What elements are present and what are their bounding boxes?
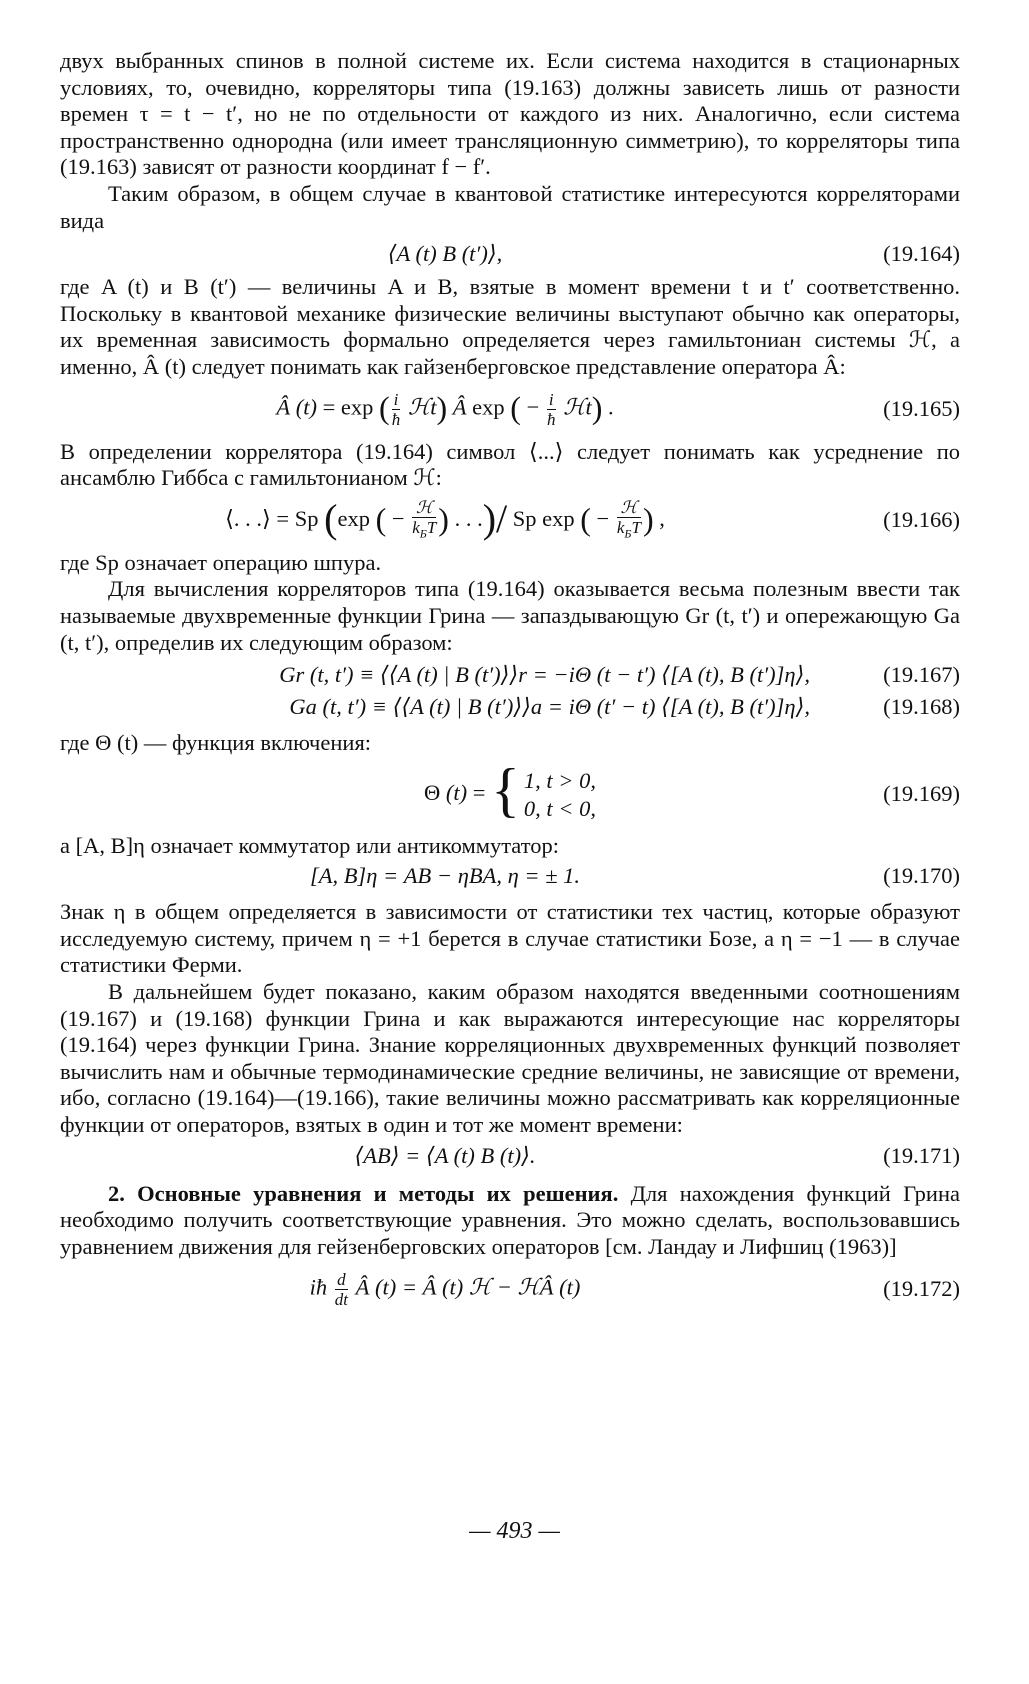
equation-19-166	[60, 492, 960, 550]
equation-number: (19.167)	[883, 662, 960, 688]
equation-body: iħ $\frac{d}{dt}$ Â (t) = Â (t) ℋ − ℋÂ (t)	[309, 1269, 581, 1309]
equation-number: (19.168)	[883, 694, 960, 720]
equation-19-170	[60, 859, 960, 893]
paragraph: Для вычисления корреляторов типа (19.164) оказывается весьма полезным ввести так называемые двухвременные функции Грина — запаздывающую Gr (t, t′) и опережающую Ga (t, t′), определив их следующим образом:	[60, 576, 960, 655]
paragraph-text: Для нахождения функций Грина необходимо получить соответствующие уравнения. Это можно сделать, воспользовавшись уравнением движения для гейзенберговских операторов [см. Ландау и Лифшиц (1963)]	[60, 1180, 960, 1259]
equation-19-165	[60, 381, 960, 439]
page-content	[60, 48, 960, 1318]
equation-19-167	[60, 662, 960, 694]
case-line: 1, t > 0,	[523, 767, 596, 793]
paragraph: где A (t) и B (t′) — величины A и B, взятые в момент времени t и t′ соответственно. Поскольку в квантовой механике физические величины выступают обычно как операторы, их временная зависимость формально определяется через гамильтониан системы ℋ, а именно, Â (t) следует понимать как гайзенберговское представление оператора Â:	[60, 274, 960, 379]
equation-number: (19.172)	[883, 1276, 960, 1302]
equation-19-169	[60, 757, 960, 833]
equation-number: (19.165)	[883, 396, 960, 422]
page-number: — 493 —	[469, 1518, 560, 1544]
equation-number: (19.171)	[883, 1143, 960, 1169]
paragraph	[60, 1181, 960, 1261]
equation-body: Â (t) = exp ( $\frac{i}{ħ}$ ℋt) Â exp ( − $\frac{i}{ħ}$ ℋt) .	[276, 389, 614, 430]
paragraph: Таким образом, в общем случае в квантовой статистике интересуются корреляторами вида	[60, 180, 960, 233]
section-title: 2. Основные уравнения и методы их решения.	[108, 1180, 619, 1206]
paragraph: где Θ (t) — функция включения:	[60, 730, 372, 756]
equation-19-168	[60, 694, 960, 726]
equation-number: (19.166)	[883, 507, 960, 533]
paragraph: Знак η в общем определяется в зависимости от статистики тех частиц, которые образуют исследуемую систему, причем η = +1 берется в случае статистики Бозе, а η = −1 — в случае статистики Ферми.	[60, 899, 960, 978]
paragraph: где Sp означает операцию шпура.	[60, 549, 382, 575]
equation-body: [A, B]η = AB − ηBA, η = ± 1.	[309, 862, 581, 888]
equation-body: Θ (t) = { 1, t > 0, 0, t < 0,	[424, 756, 596, 823]
paragraph: В определении коррелятора (19.164) символ ⟨...⟩ следует понимать как усреднение по ансамблю Гиббса с гамильтонианом ℋ:	[60, 438, 960, 491]
equation-body: ⟨A (t) B (t′)⟩,	[387, 240, 503, 266]
equation-19-172	[60, 1260, 960, 1318]
equation-19-164	[60, 234, 960, 274]
case-line: 0, t < 0,	[523, 795, 596, 821]
equation-body: Gr (t, t′) ≡ ⟨⟨A (t) | B (t′)⟩⟩r = −iΘ (t − t′) ⟨[A (t), B (t′)]η⟩,	[279, 662, 810, 688]
equation-body: Ga (t, t′) ≡ ⟨⟨A (t) | B (t′)⟩⟩a = iΘ (t′ − t) ⟨[A (t), B (t′)]η⟩,	[289, 694, 810, 720]
paragraph: В дальнейшем будет показано, каким образом находятся введенными соотношениям (19.167) и (19.168) функции Грина и как выражаются интересующие нас корреляторы (19.164) через функции Грина. Знание корреляционных двухвременных функций позволяет вычислить нам и обычные термодинамические средние величины, не зависящие от времени, ибо, согласно (19.164)—(19.166), такие величины можно рассматривать как корреляционные функции от операторов, взятых в один и тот же момент времени:	[60, 979, 960, 1138]
equation-body: ⟨AB⟩ = ⟨A (t) B (t)⟩.	[354, 1143, 536, 1169]
paragraph: а [A, B]η означает коммутатор или антикоммутатор:	[60, 832, 559, 858]
equation-number: (19.164)	[883, 240, 960, 266]
equation-number: (19.169)	[883, 781, 960, 807]
equation-19-171	[60, 1139, 960, 1175]
equation-number: (19.170)	[883, 862, 960, 888]
equation-body: ⟨. . .⟩ = Sp (exp ( − ℋ $k_БT$ ) . . .)/ Sp exp ( − ℋ $k_БT$ ) ,	[225, 495, 665, 541]
paragraph: двух выбранных спинов в полной системе их. Если система находится в стационарных условиях, то, очевидно, корреляторы типа (19.163) должны зависеть лишь от разности времен τ = t − t′, но не по отдельности от каждого из них. Аналогично, если система пространственно однородна (или имеет трансляционную симметрию), то корреляторы типа (19.163) зависят от разности координат f − f′.	[60, 48, 960, 180]
